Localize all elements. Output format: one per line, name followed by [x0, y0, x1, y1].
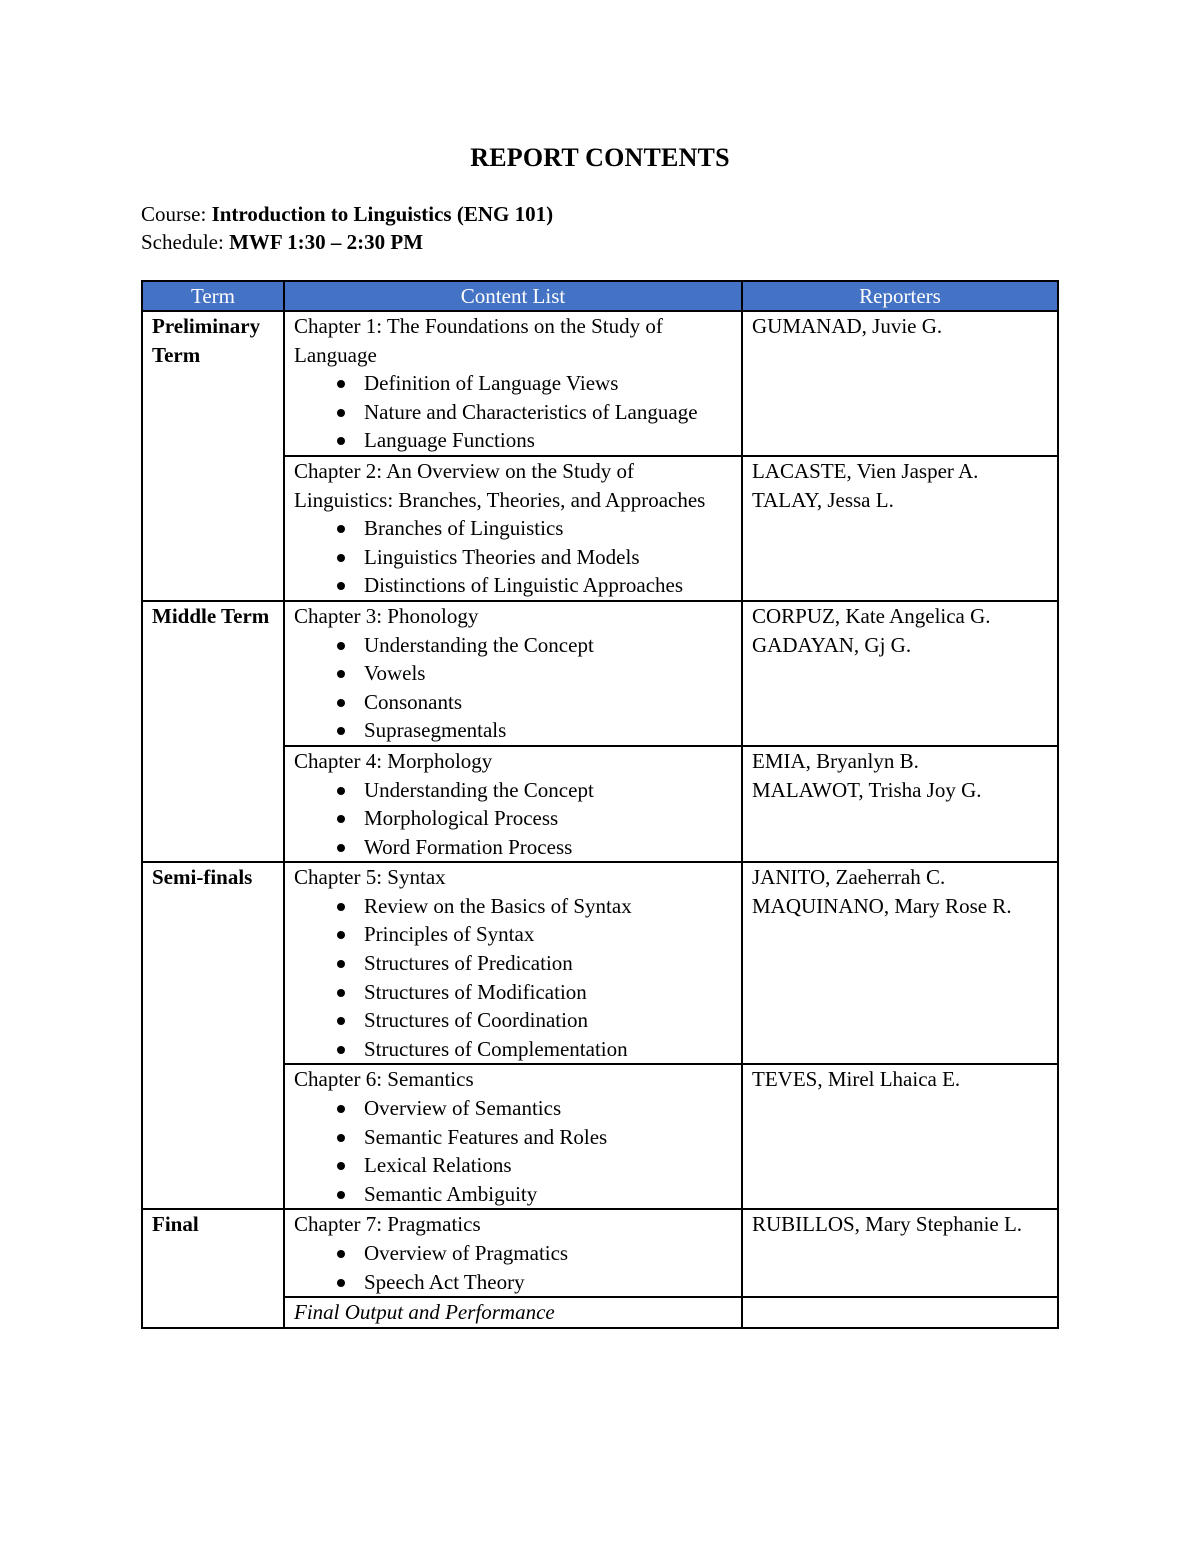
course-value: Introduction to Linguistics (ENG 101): [211, 202, 554, 226]
chapter-title: Chapter 1: The Foundations on the Study of Language: [294, 314, 663, 367]
list-item: Principles of Syntax: [364, 920, 732, 949]
topic-list: [294, 631, 732, 745]
term-cell-middle: Middle Term: [142, 601, 284, 862]
list-item: Language Functions: [364, 426, 732, 455]
table-row: [142, 1209, 1058, 1297]
course-label: Course:: [141, 202, 207, 226]
header-term: Term: [142, 281, 284, 311]
list-item: Understanding the Concept: [364, 631, 732, 660]
schedule-label: Schedule:: [141, 230, 224, 254]
reporter-name: MAQUINANO, Mary Rose R.: [752, 893, 1012, 918]
topic-list: [294, 776, 732, 862]
reporters-cell: [742, 601, 1058, 746]
reporter-name: TALAY, Jessa L.: [752, 487, 894, 512]
list-item: Review on the Basics of Syntax: [364, 892, 732, 921]
table-header-row: [142, 281, 1058, 311]
list-item: Structures of Coordination: [364, 1006, 732, 1035]
list-item: Structures of Predication: [364, 949, 732, 978]
term-cell-preliminary: Preliminary Term: [142, 311, 284, 601]
list-item: Lexical Relations: [364, 1151, 732, 1180]
reporter-name: EMIA, Bryanlyn B.: [752, 748, 919, 773]
reporters-cell: [742, 1209, 1058, 1297]
chapter-title: Chapter 6: Semantics: [294, 1067, 474, 1092]
header-content-list: Content List: [284, 281, 742, 311]
list-item: Distinctions of Linguistic Approaches: [364, 571, 732, 600]
table-row: [142, 862, 1058, 1064]
table-row: [142, 601, 1058, 746]
list-item: Semantic Features and Roles: [364, 1123, 732, 1152]
reporters-cell-empty: [742, 1297, 1058, 1328]
reporter-name: JANITO, Zaeherrah C.: [752, 865, 946, 890]
topic-list: [294, 1094, 732, 1208]
list-item: Structures of Complementation: [364, 1035, 732, 1064]
topic-list: [294, 1239, 732, 1296]
report-table: [141, 280, 1059, 1329]
list-item: Linguistics Theories and Models: [364, 543, 732, 572]
reporter-name: LACASTE, Vien Jasper A.: [752, 458, 979, 483]
schedule-line: [141, 228, 423, 256]
list-item: Nature and Characteristics of Language: [364, 398, 732, 427]
list-item: Semantic Ambiguity: [364, 1180, 732, 1209]
chapter-title: Chapter 3: Phonology: [294, 603, 479, 628]
term-cell-semifinals: Semi-finals: [142, 862, 284, 1209]
list-item: Consonants: [364, 688, 732, 717]
topic-list: [294, 514, 732, 600]
list-item: Word Formation Process: [364, 833, 732, 862]
list-item: Suprasegmentals: [364, 716, 732, 745]
reporters-cell: [742, 1064, 1058, 1209]
list-item: Branches of Linguistics: [364, 514, 732, 543]
list-item: Definition of Language Views: [364, 369, 732, 398]
reporter-name: RUBILLOS, Mary Stephanie L.: [752, 1212, 1023, 1237]
content-cell: [284, 862, 742, 1064]
topic-list: [294, 892, 732, 1064]
reporter-name: GUMANAD, Juvie G.: [752, 314, 943, 338]
reporters-cell: [742, 456, 1058, 601]
topic-list: [294, 369, 732, 455]
content-cell: [284, 1209, 742, 1297]
list-item: Morphological Process: [364, 804, 732, 833]
chapter-title: Chapter 5: Syntax: [294, 865, 446, 890]
schedule-value: MWF 1:30 – 2:30 PM: [229, 230, 424, 254]
list-item: Speech Act Theory: [364, 1268, 732, 1297]
list-item: Vowels: [364, 659, 732, 688]
content-cell: [284, 311, 742, 456]
reporters-cell: [742, 746, 1058, 862]
term-cell-final: Final: [142, 1209, 284, 1327]
reporter-name: MALAWOT, Trisha Joy G.: [752, 777, 982, 802]
list-item: Overview of Pragmatics: [364, 1239, 732, 1268]
reporters-cell: [742, 311, 1058, 456]
chapter-title: Chapter 7: Pragmatics: [294, 1212, 481, 1237]
content-cell: [284, 746, 742, 862]
content-cell: [284, 456, 742, 601]
header-reporters: Reporters: [742, 281, 1058, 311]
reporters-cell: [742, 862, 1058, 1064]
content-cell: [284, 601, 742, 746]
reporter-name: CORPUZ, Kate Angelica G.: [752, 603, 991, 628]
reporter-name: TEVES, Mirel Lhaica E.: [752, 1067, 961, 1092]
chapter-title: Chapter 2: An Overview on the Study of Linguistics: Branches, Theories, and Approaches: [294, 458, 706, 512]
list-item: Overview of Semantics: [364, 1094, 732, 1123]
content-cell: [284, 1064, 742, 1209]
chapter-title: Chapter 4: Morphology: [294, 748, 493, 773]
reporter-name: GADAYAN, Gj G.: [752, 632, 912, 657]
course-line: [141, 200, 553, 228]
table-row: [142, 311, 1058, 456]
list-item: Understanding the Concept: [364, 776, 732, 805]
list-item: Structures of Modification: [364, 978, 732, 1007]
page-title: REPORT CONTENTS: [470, 143, 730, 172]
final-output-cell: Final Output and Performance: [284, 1297, 742, 1328]
